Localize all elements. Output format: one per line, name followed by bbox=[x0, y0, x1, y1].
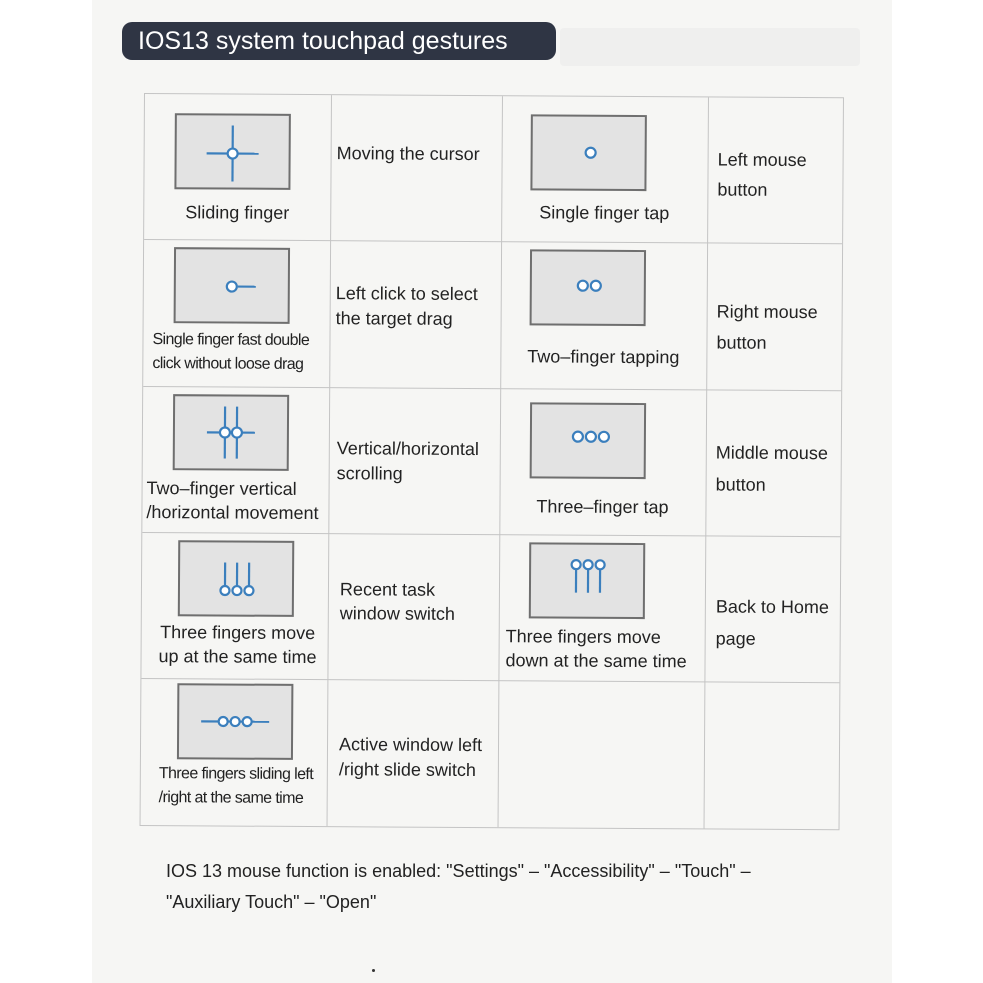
gesture-label: Sliding finger bbox=[185, 202, 290, 223]
title-shadow bbox=[560, 28, 860, 66]
function-label: page bbox=[715, 628, 756, 649]
cross-move-icon bbox=[176, 115, 288, 188]
two-tap-icon bbox=[532, 251, 644, 324]
gesture-label: Two–finger vertical bbox=[146, 478, 297, 499]
function-label: scrolling bbox=[336, 463, 403, 484]
function-label: button bbox=[717, 179, 768, 200]
gesture-label: click without loose drag bbox=[152, 355, 304, 373]
function-label: window switch bbox=[339, 603, 455, 624]
function-label: button bbox=[715, 474, 766, 495]
three-tap-icon bbox=[532, 404, 644, 477]
grid-line bbox=[144, 239, 842, 244]
function-label: Recent task bbox=[339, 579, 436, 600]
grid-line bbox=[142, 532, 840, 537]
gesture-label: Single finger fast double bbox=[152, 331, 310, 350]
gesture-pad bbox=[174, 247, 290, 324]
function-label: Active window left bbox=[338, 734, 483, 756]
grid-line bbox=[141, 678, 839, 683]
single-drag-icon bbox=[176, 249, 288, 322]
page-dot bbox=[372, 969, 375, 972]
two-finger-scroll-icon bbox=[175, 396, 287, 469]
single-tap-icon bbox=[532, 116, 644, 189]
footer-line: IOS 13 mouse function is enabled: "Settings" – "Accessibility" – "Touch" – bbox=[166, 861, 751, 881]
footer-line: "Auxiliary Touch" – "Open" bbox=[166, 892, 377, 912]
gesture-table bbox=[140, 93, 844, 830]
gesture-pad bbox=[529, 542, 645, 619]
gesture-label: /right at the same time bbox=[158, 789, 304, 807]
gesture-label: Three fingers move bbox=[505, 626, 661, 648]
grid-line bbox=[143, 386, 841, 391]
gesture-label: /horizontal movement bbox=[146, 502, 319, 524]
function-label: Left click to select bbox=[335, 283, 478, 305]
three-up-icon bbox=[180, 542, 292, 615]
gesture-pad bbox=[530, 249, 646, 326]
gesture-label: Single finger tap bbox=[539, 202, 670, 224]
function-label: /right slide switch bbox=[338, 759, 476, 781]
gesture-pad bbox=[177, 683, 293, 760]
gesture-label: up at the same time bbox=[158, 646, 317, 668]
function-label: Left mouse bbox=[717, 149, 807, 171]
three-slide-icon bbox=[179, 685, 291, 758]
function-label: button bbox=[716, 332, 767, 353]
gesture-pad bbox=[174, 113, 290, 190]
function-label: Back to Home bbox=[715, 596, 829, 618]
function-label: Right mouse bbox=[716, 301, 818, 323]
three-down-icon bbox=[531, 544, 643, 617]
gesture-pad bbox=[530, 402, 646, 479]
gesture-pad bbox=[178, 540, 294, 617]
gesture-label: Three–finger tap bbox=[536, 496, 669, 518]
gesture-pad bbox=[530, 114, 646, 191]
gesture-pad bbox=[173, 394, 289, 471]
function-label: Middle mouse bbox=[715, 442, 828, 464]
function-label: Moving the cursor bbox=[336, 143, 480, 165]
gesture-label: Three fingers sliding left bbox=[158, 765, 314, 784]
footer-note bbox=[166, 856, 826, 918]
page-title: IOS13 system touchpad gestures bbox=[122, 22, 556, 60]
gesture-label: down at the same time bbox=[505, 650, 687, 672]
gesture-label: Two–finger tapping bbox=[527, 346, 680, 368]
function-label: the target drag bbox=[335, 308, 453, 329]
function-label: Vertical/horizontal bbox=[336, 438, 479, 460]
gesture-label: Three fingers move bbox=[160, 622, 316, 644]
